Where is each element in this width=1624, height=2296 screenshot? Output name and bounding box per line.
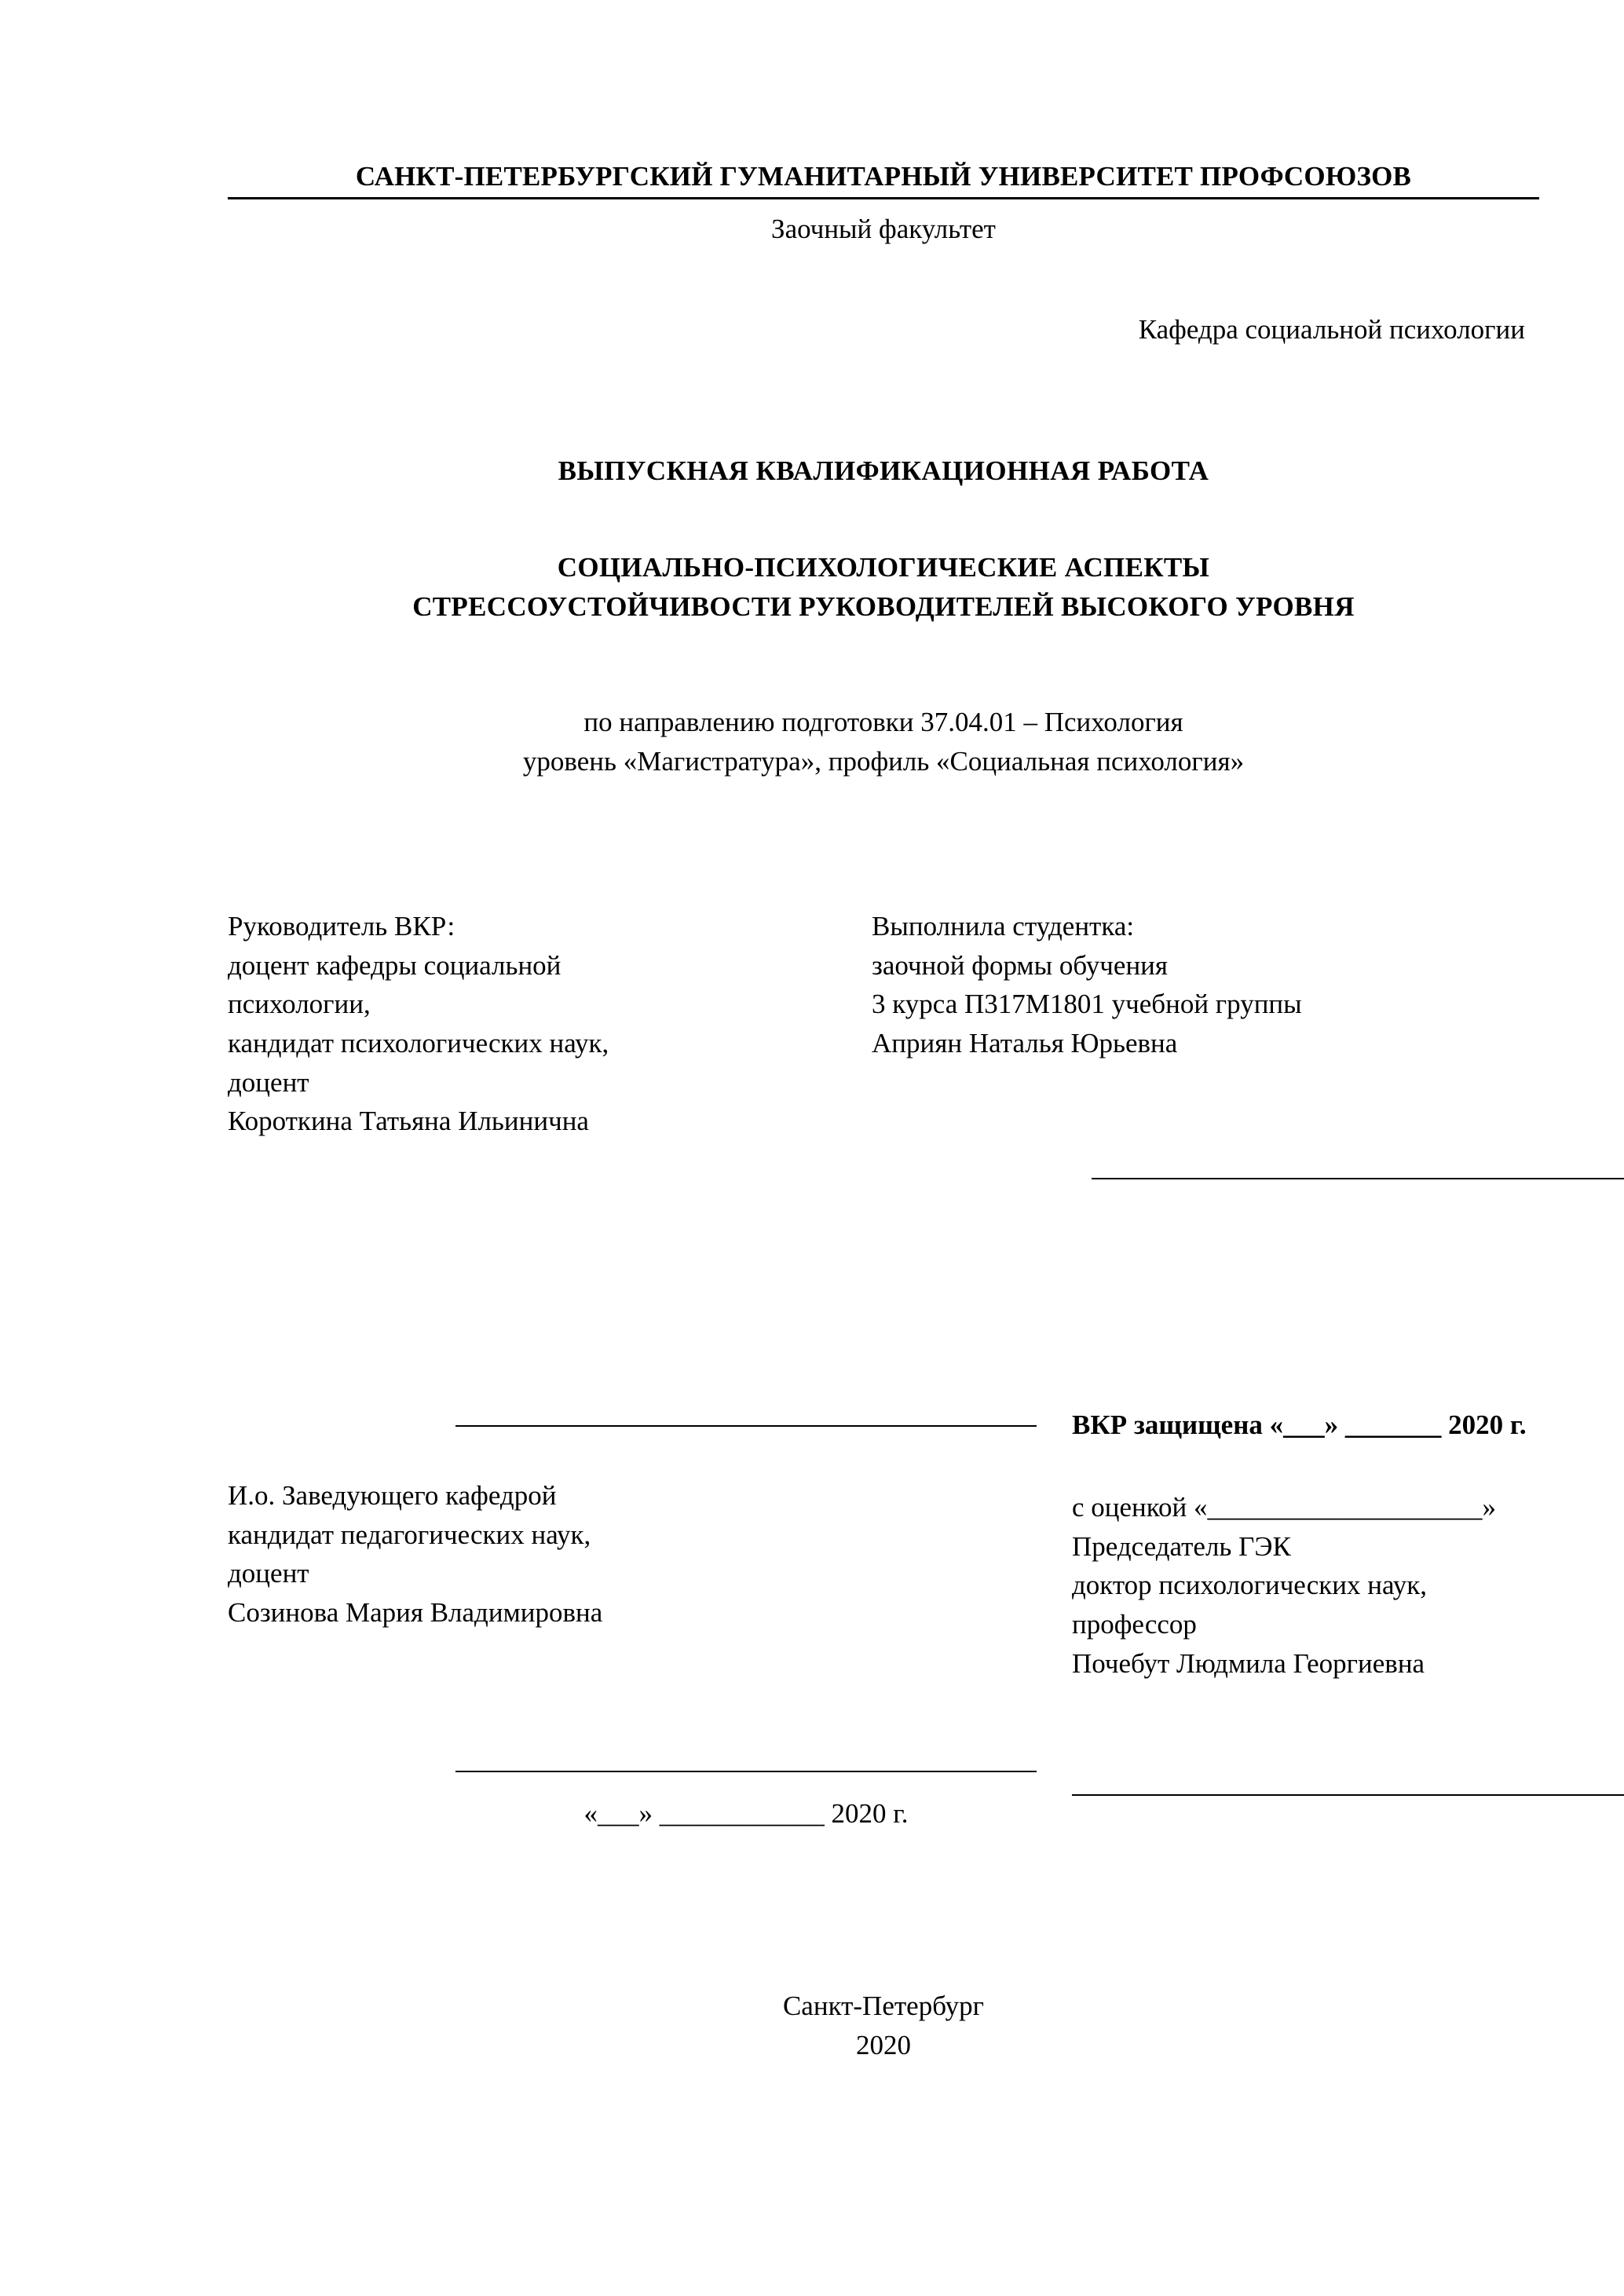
head-signature-line-bottom	[455, 1771, 1037, 1772]
chairman-line-2: профессор	[1072, 1609, 1197, 1640]
supervisor-line-2: психологии,	[228, 989, 371, 1020]
supervisor-label: Руководитель ВКР:	[228, 911, 455, 941]
supervisor-line-1: доцент кафедры социальной	[228, 949, 561, 981]
supervisor-name: Короткина Татьяна Ильинична	[228, 1106, 589, 1137]
study-direction-line-1: по направлению подготовки 37.04.01 – Психология	[583, 707, 1183, 737]
head-line-2: доцент	[228, 1558, 309, 1589]
head-of-department-block	[228, 1476, 825, 1632]
student-line-1: заочной формы обучения	[872, 949, 1169, 981]
document-type: ВЫПУСКНАЯ КВАЛИФИКАЦИОННАЯ РАБОТА	[558, 455, 1209, 486]
head-label: И.о. Заведующего кафедрой	[228, 1480, 557, 1511]
study-direction-line-2: уровень «Магистратура», профиль «Социальная психология»	[522, 745, 1245, 777]
supervisor-block	[228, 907, 825, 1141]
defence-line: ВКР защищена «___» _______ 2020 г.	[1072, 1409, 1527, 1440]
supervisor-line-4: доцент	[228, 1066, 309, 1098]
chairman-name: Почебут Людмила Георгиевна	[1072, 1647, 1425, 1679]
head-name: Созинова Мария Владимировна	[228, 1597, 603, 1629]
head-line-1: кандидат педагогических наук,	[228, 1519, 591, 1550]
supervisor-line-3: кандидат психологических наук,	[228, 1028, 609, 1059]
study-direction	[228, 703, 1539, 781]
thesis-title-line-1: СОЦИАЛЬНО-ПСИХОЛОГИЧЕСКИЕ АСПЕКТЫ	[557, 552, 1210, 583]
chairman-label: Председатель ГЭК	[1072, 1530, 1291, 1562]
university-name: САНКТ-ПЕТЕРБУРГСКИЙ ГУМАНИТАРНЫЙ УНИВЕРСИТЕТ ПРОФСОЮЗОВ	[228, 161, 1539, 199]
chairman-signature-line	[1072, 1794, 1624, 1796]
defence-grade: с оценкой «____________________»	[1072, 1492, 1496, 1523]
student-signature-line	[1092, 1178, 1624, 1179]
faculty-name: Заочный факультет	[771, 214, 996, 244]
student-name: Априян Наталья Юрьевна	[872, 1028, 1178, 1059]
thesis-title	[228, 548, 1539, 626]
defence-block	[1072, 1488, 1624, 1683]
department-name: Кафедра социальной психологии	[1138, 314, 1525, 345]
student-block	[872, 907, 1516, 1063]
document-year: 2020	[856, 2030, 911, 2060]
thesis-title-line-2: СТРЕССОУСТОЙЧИВОСТИ РУКОВОДИТЕЛЕЙ ВЫСОКОГО УРОВНЯ	[412, 590, 1355, 622]
chairman-line-1: доктор психологических наук,	[1072, 1570, 1427, 1601]
student-line-2: 3 курса П317М1801 учебной группы	[872, 989, 1302, 1020]
head-date: «___» ____________ 2020 г.	[583, 1798, 909, 1829]
student-label: Выполнила студентка:	[872, 911, 1135, 941]
city-name: Санкт-Петербург	[782, 1991, 985, 2021]
head-signature-line-top	[455, 1425, 1037, 1427]
